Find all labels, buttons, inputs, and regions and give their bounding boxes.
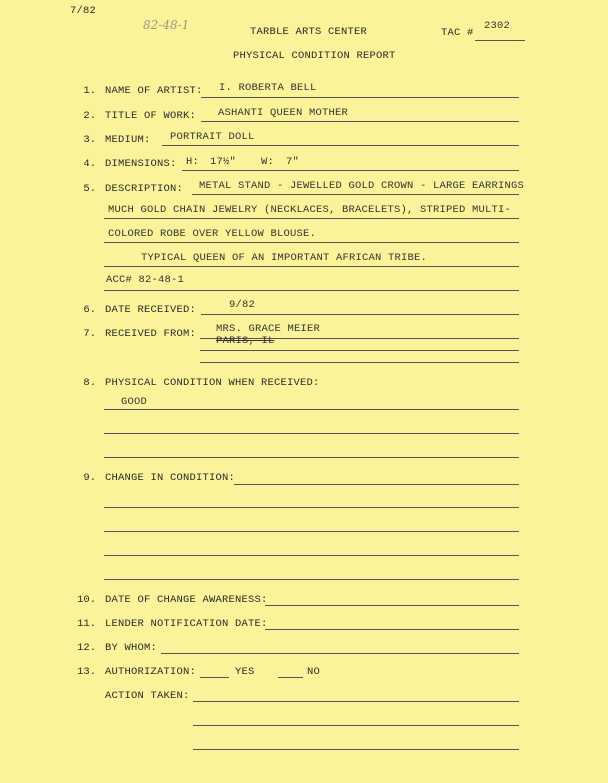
lender-notification-rule <box>265 629 519 630</box>
action-taken-label: ACTION TAKEN: <box>105 690 190 702</box>
by-whom-rule <box>161 653 519 654</box>
change-awareness-label: DATE OF CHANGE AWARENESS: <box>105 594 268 606</box>
width-label: W: <box>261 156 275 168</box>
title-value: ASHANTI QUEEN MOTHER <box>218 107 349 119</box>
item-number: 7. <box>83 328 96 340</box>
description-line-3: COLORED ROBE OVER YELLOW BLOUSE. <box>108 228 317 240</box>
authorization-no: NO <box>307 666 321 678</box>
condition-rule <box>104 433 519 434</box>
action-rule <box>193 701 519 702</box>
page-title: PHYSICAL CONDITION REPORT <box>233 50 396 62</box>
item-number: 9. <box>83 472 96 484</box>
received-from-line-1: MRS. GRACE MEIER <box>216 323 321 335</box>
lender-notification-label: LENDER NOTIFICATION DATE: <box>105 618 268 630</box>
action-rule <box>193 749 519 750</box>
height-label: H: <box>186 156 200 168</box>
description-line-2: MUCH GOLD CHAIN JEWELRY (NECKLACES, BRACELETS), STRIPED MULTI- <box>108 204 512 216</box>
date-received-label: DATE RECEIVED: <box>105 304 197 316</box>
item-number: 1. <box>83 85 96 97</box>
tac-label: TAC # <box>441 27 474 39</box>
change-rule <box>234 484 519 485</box>
item-number: 11. <box>77 618 96 630</box>
condition-rule <box>104 409 519 410</box>
item-number: 6. <box>83 304 96 316</box>
item-number: 4. <box>83 158 96 170</box>
item-number: 13. <box>77 666 96 678</box>
description-rule <box>104 290 519 291</box>
width-value: 7" <box>286 156 300 168</box>
description-line-4: TYPICAL QUEEN OF AN IMPORTANT AFRICAN TRIBE. <box>141 252 428 264</box>
date-code: 7/82 <box>70 5 97 17</box>
authorization-no-blank <box>278 677 303 678</box>
org-name: TARBLE ARTS CENTER <box>250 26 368 38</box>
artist-rule <box>201 97 519 98</box>
description-rule <box>104 242 519 243</box>
artist-value: I. ROBERTA BELL <box>219 82 317 94</box>
change-rule <box>104 531 519 532</box>
item-number: 3. <box>83 134 96 146</box>
authorization-yes: YES <box>235 666 255 678</box>
description-rule <box>192 194 519 195</box>
dimensions-label: DIMENSIONS: <box>105 158 177 170</box>
artist-label: NAME OF ARTIST: <box>105 85 203 97</box>
description-rule <box>104 266 519 267</box>
authorization-label: AUTHORIZATION: <box>105 666 197 678</box>
condition-rule <box>104 457 519 458</box>
medium-label: MEDIUM: <box>105 134 151 146</box>
received-from-rule <box>200 362 519 363</box>
by-whom-label: BY WHOM: <box>105 642 158 654</box>
change-awareness-rule <box>265 605 519 606</box>
date-received-value: 9/82 <box>229 299 256 311</box>
description-line-1: METAL STAND - JEWELLED GOLD CROWN - LARGE EARRINGS <box>199 180 525 192</box>
condition-received-value: GOOD <box>121 396 148 408</box>
tac-number: 2302 <box>484 20 511 32</box>
description-label: DESCRIPTION: <box>105 183 184 195</box>
item-number: 2. <box>83 110 96 122</box>
description-rule <box>104 218 519 219</box>
medium-rule <box>162 145 519 146</box>
change-rule <box>104 555 519 556</box>
dimensions-rule <box>182 170 519 171</box>
item-number: 8. <box>83 377 96 389</box>
received-from-rule <box>200 350 519 351</box>
title-rule <box>201 121 519 122</box>
received-from-line-2: PARIS, IL <box>216 335 275 347</box>
height-value: 17½" <box>210 156 237 168</box>
title-label: TITLE OF WORK: <box>105 110 197 122</box>
accession-number: ACC# 82-48-1 <box>106 274 185 286</box>
action-rule <box>193 725 519 726</box>
tac-rule <box>475 40 525 41</box>
condition-received-label: PHYSICAL CONDITION WHEN RECEIVED: <box>105 377 320 389</box>
change-condition-label: CHANGE IN CONDITION: <box>105 472 236 484</box>
item-number: 5. <box>83 183 96 195</box>
change-rule <box>104 507 519 508</box>
medium-value: PORTRAIT DOLL <box>170 131 255 143</box>
received-from-label: RECEIVED FROM: <box>105 328 197 340</box>
authorization-yes-blank <box>200 677 229 678</box>
item-number: 12. <box>77 642 96 654</box>
item-number: 10. <box>77 594 96 606</box>
change-rule <box>104 579 519 580</box>
date-received-rule <box>201 314 519 315</box>
handwritten-accession: 82-48-1 <box>143 18 190 32</box>
